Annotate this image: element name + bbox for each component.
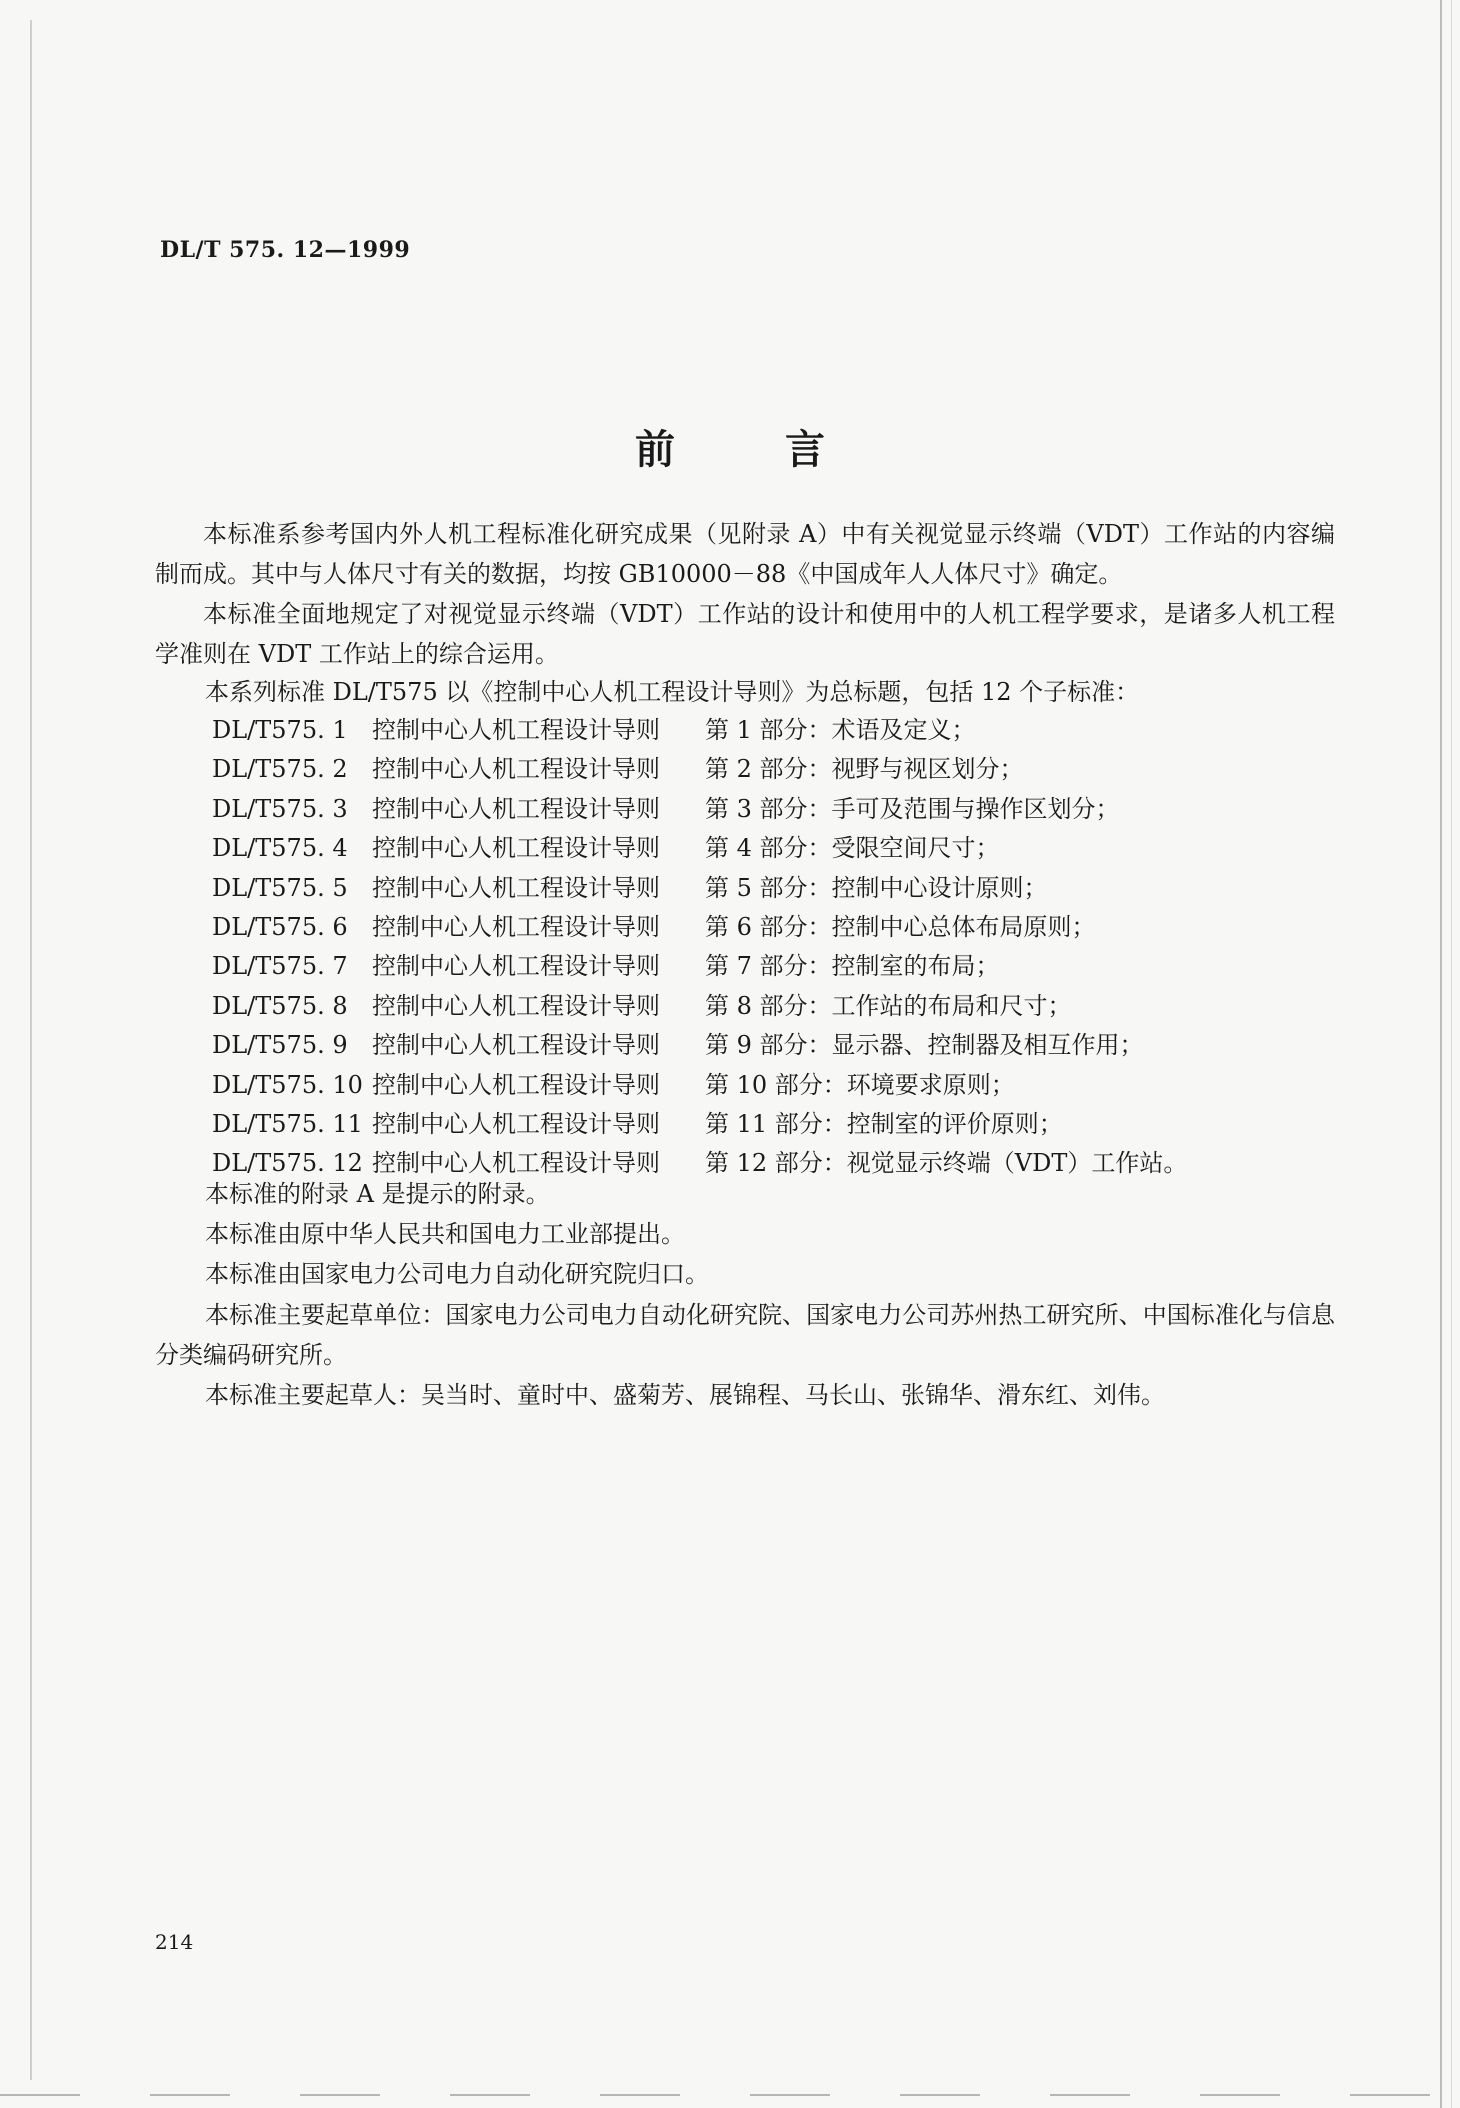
page-title: 前言	[635, 426, 935, 473]
document-code: DL/T 575. 12—1999	[160, 237, 411, 263]
part-code: DL/T575. 3	[212, 794, 348, 823]
part-description: 第 11 部分：控制室的评价原则；	[705, 1109, 1063, 1138]
proposer-note: 本标准由原中华人民共和国电力工业部提出。	[205, 1220, 685, 1248]
part-description: 第 1 部分：术语及定义；	[705, 716, 976, 744]
list-item	[212, 711, 1187, 750]
part-title: 控制中心人机工程设计导则	[372, 912, 660, 941]
list-item	[212, 1066, 1187, 1105]
part-description: 第 12 部分：视觉显示终端（VDT）工作站。	[705, 1149, 1188, 1178]
centralized-note: 本标准由国家电力公司电力自动化研究院归口。	[205, 1260, 709, 1288]
part-code: DL/T575. 1	[212, 716, 348, 744]
part-title: 控制中心人机工程设计导则	[372, 716, 660, 744]
part-code: DL/T575. 11	[212, 1109, 363, 1138]
part-description: 第 7 部分：控制室的布局；	[705, 952, 1000, 981]
intro-paragraph: 本标准系参考国内外人机工程标准化研究成果（见附录 A）中有关视觉显示终端（VDT）工作站的内容编制而成。其中与人体尺寸有关的数据，均按 GB10000－88《中国成年人人体尺寸》确定。	[155, 520, 1335, 588]
part-title: 控制中心人机工程设计导则	[372, 794, 660, 823]
scan-edge-right-inner	[1451, 0, 1452, 2108]
list-item	[212, 750, 1187, 789]
part-code: DL/T575. 5	[212, 873, 348, 902]
part-title: 控制中心人机工程设计导则	[372, 991, 660, 1020]
page-number: 214	[155, 1930, 194, 1954]
list-item	[212, 1105, 1187, 1144]
part-description: 第 3 部分：手可及范围与操作区划分；	[705, 794, 1120, 823]
part-code: DL/T575. 2	[212, 755, 348, 784]
part-description: 第 2 部分：视野与视区划分；	[705, 755, 1024, 784]
part-title: 控制中心人机工程设计导则	[372, 873, 660, 902]
list-item	[212, 829, 1187, 868]
part-description: 第 6 部分：控制中心总体布局原则；	[705, 912, 1096, 941]
part-code: DL/T575. 9	[212, 1031, 348, 1060]
part-title: 控制中心人机工程设计导则	[372, 755, 660, 784]
series-paragraph: 本系列标准 DL/T575 以《控制中心人机工程设计导则》为总标题，包括 12 个子标准：	[205, 678, 1140, 706]
appendix-note: 本标准的附录 A 是提示的附录。	[205, 1180, 550, 1208]
part-code: DL/T575. 10	[212, 1070, 363, 1099]
closing-notes	[205, 1174, 1335, 1294]
drafters-note: 本标准主要起草人：吴当时、童时中、盛菊芳、展锦程、马长山、张锦华、滑东红、刘伟。	[205, 1381, 1165, 1409]
part-description: 第 9 部分：显示器、控制器及相互作用；	[705, 1031, 1144, 1060]
list-item	[212, 947, 1187, 986]
list-item	[212, 869, 1187, 908]
scan-edge-right	[1440, 0, 1442, 2108]
part-description: 第 4 部分：受限空间尺寸；	[705, 834, 1000, 863]
part-description: 第 5 部分：控制中心设计原则；	[705, 873, 1048, 902]
scope-paragraph: 本标准全面地规定了对视觉显示终端（VDT）工作站的设计和使用中的人机工程学要求，是诸多人机工程学准则在 VDT 工作站上的综合运用。	[155, 600, 1335, 668]
list-item	[212, 790, 1187, 829]
drafting-units-note: 本标准主要起草单位：国家电力公司电力自动化研究院、国家电力公司苏州热工研究所、中国标准化与信息分类编码研究所。	[155, 1301, 1335, 1369]
part-title: 控制中心人机工程设计导则	[372, 952, 660, 981]
sub-standard-list	[212, 711, 1187, 1184]
part-title: 控制中心人机工程设计导则	[372, 834, 660, 863]
list-item	[212, 908, 1187, 947]
part-code: DL/T575. 12	[212, 1149, 363, 1178]
scan-bottom-dashes	[0, 2094, 1460, 2096]
part-code: DL/T575. 6	[212, 912, 348, 941]
list-item	[212, 1026, 1187, 1065]
list-item	[212, 987, 1187, 1026]
part-title: 控制中心人机工程设计导则	[372, 1109, 660, 1138]
scan-edge-left	[30, 20, 32, 2080]
part-title: 控制中心人机工程设计导则	[372, 1070, 660, 1099]
part-code: DL/T575. 7	[212, 952, 348, 981]
part-description: 第 8 部分：工作站的布局和尺寸；	[705, 991, 1072, 1020]
part-description: 第 10 部分：环境要求原则；	[705, 1070, 1015, 1099]
part-title: 控制中心人机工程设计导则	[372, 1149, 660, 1178]
part-title: 控制中心人机工程设计导则	[372, 1031, 660, 1060]
part-code: DL/T575. 4	[212, 834, 348, 863]
part-code: DL/T575. 8	[212, 991, 348, 1020]
